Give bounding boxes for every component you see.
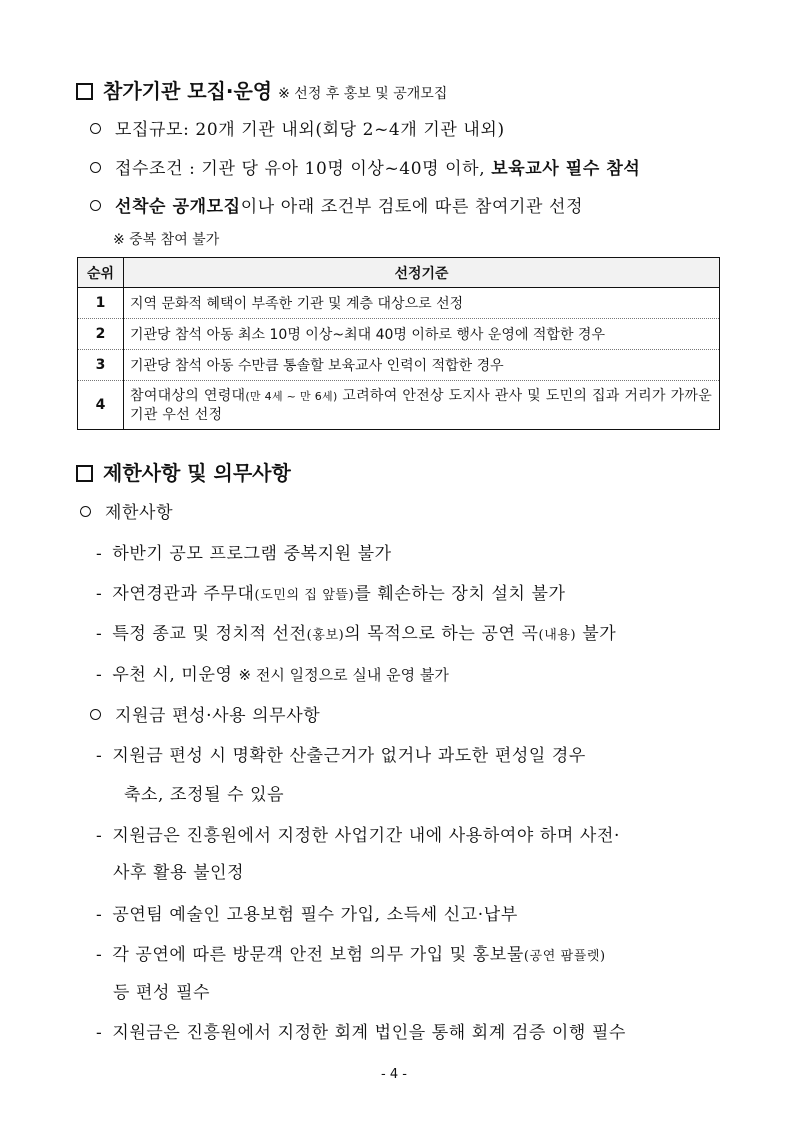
bullet-recruit-scale: 모집규모: 20개 기관 내외(회당 2~4개 기관 내외) <box>90 115 505 140</box>
obligation-item: - 지원금 편성 시 명확한 산출근거가 없거나 과도한 편성일 경우 <box>96 746 586 766</box>
circle-bullet-icon <box>90 123 101 134</box>
selection-criteria-table <box>77 257 720 430</box>
page-number: - 4 - <box>381 1067 407 1082</box>
restriction-item: - 우천 시, 미운영 ※ 전시 일정으로 실내 운영 불가 <box>96 665 449 685</box>
section-heading-recruitment: 참가기관 모집·운영 ※ 선정 후 홍보 및 공개모집 <box>76 75 447 104</box>
header-rank: 순위 <box>78 258 124 288</box>
rank-cell: 1 <box>78 288 124 319</box>
rank-cell: 4 <box>78 381 124 430</box>
circle-bullet-icon <box>90 162 101 173</box>
obligation-item: - 공연팀 예술인 고용보험 필수 가입, 소득세 신고·납부 <box>96 905 518 925</box>
restriction-item: - 하반기 공모 프로그램 중복지원 불가 <box>96 544 392 564</box>
sub-heading-restrictions: 제한사항 <box>80 498 173 523</box>
obligation-item: - 각 공연에 따른 방문객 안전 보험 의무 가입 및 홍보물(공연 팜플렛) <box>96 945 606 965</box>
circle-bullet-icon <box>90 200 101 211</box>
bullet-application-condition: 접수조건 : 기관 당 유아 10명 이상~40명 이하, 보육교사 필수 참석 <box>90 154 640 179</box>
criteria-cell: 참여대상의 연령대(만 4세 ~ 만 6세) 고려하여 안전상 도지사 관사 및 도민의 집과 거리가 가까운 기관 우선 선정 <box>130 387 713 423</box>
restriction-item: - 자연경관과 주무대(도민의 집 앞뜰)를 훼손하는 장치 설치 불가 <box>96 584 566 604</box>
obligation-item-continued: 등 편성 필수 <box>113 983 211 1003</box>
rank-cell: 3 <box>78 350 124 381</box>
circle-bullet-icon <box>90 709 101 720</box>
criteria-cell: 기관당 참석 아동 수만큼 통솔할 보육교사 인력이 적합한 경우 <box>124 350 720 381</box>
heading-note: ※ 선정 후 홍보 및 공개모집 <box>278 86 448 102</box>
sub-heading-obligations: 지원금 편성·사용 의무사항 <box>90 701 320 726</box>
table-header-row <box>78 258 720 288</box>
rank-cell: 2 <box>78 319 124 350</box>
checkbox-square-icon <box>76 465 93 482</box>
section-heading-restrictions: 제한사항 및 의무사항 <box>76 457 291 486</box>
obligation-item-continued: 사후 활용 불인정 <box>113 863 245 883</box>
table-row <box>78 381 720 430</box>
obligation-item-continued: 축소, 조정될 수 있음 <box>124 785 285 805</box>
checkbox-square-icon <box>76 83 93 100</box>
restriction-item: - 특정 종교 및 정치적 선전(홍보)의 목적으로 하는 공연 곡(내용) 불가 <box>96 624 617 644</box>
circle-bullet-icon <box>80 506 91 517</box>
duplicate-note: ※ 중복 참여 불가 <box>113 232 220 248</box>
table-row <box>78 319 720 350</box>
criteria-cell: 지역 문화적 혜택이 부족한 기관 및 계층 대상으로 선정 <box>124 288 720 319</box>
obligation-item: - 지원금은 진흥원에서 지정한 회계 법인을 통해 회계 검증 이행 필수 <box>96 1023 626 1043</box>
obligation-item: - 지원금은 진흥원에서 지정한 사업기간 내에 사용하여야 하며 사전· <box>96 826 620 846</box>
table-row <box>78 350 720 381</box>
table-row <box>78 288 720 319</box>
header-criteria: 선정기준 <box>124 258 720 288</box>
criteria-cell: 기관당 참석 아동 최소 10명 이상~최대 40명 이하로 행사 운영에 적합한 경우 <box>124 319 720 350</box>
bullet-selection-method: 선착순 공개모집이나 아래 조건부 검토에 따른 참여기관 선정 <box>90 192 583 217</box>
